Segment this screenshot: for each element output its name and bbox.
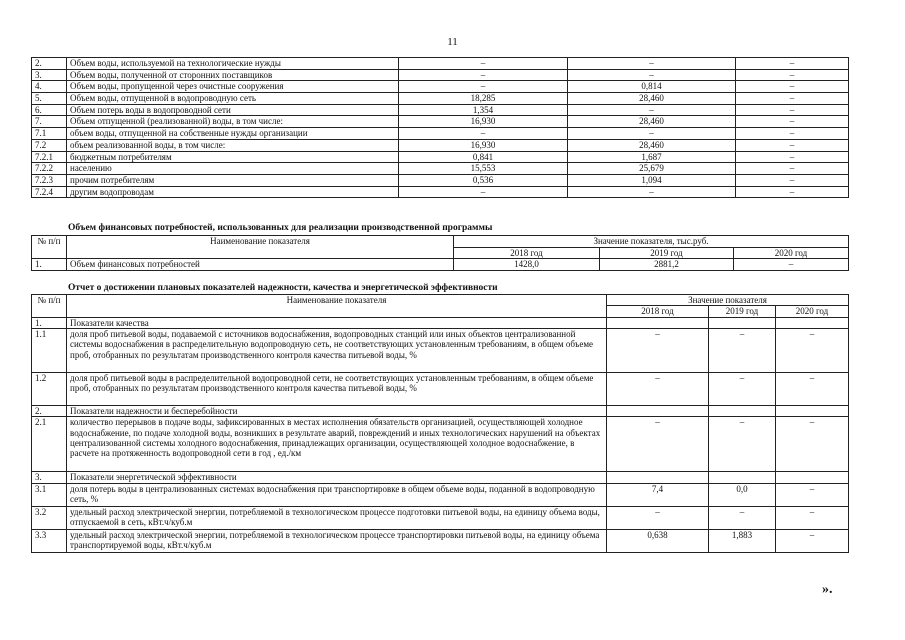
- header-num: № п/п: [32, 295, 67, 318]
- row-value-2: 28,460: [568, 93, 736, 105]
- section-title: Показатели надежности и бесперебойности: [67, 406, 607, 417]
- row-value-2: 1,687: [568, 151, 736, 163]
- table-row: [32, 93, 849, 105]
- row-value-2020: –: [734, 259, 849, 271]
- row-value-1: –: [399, 81, 568, 93]
- row-value-2019: 1,883: [709, 529, 776, 552]
- row-num: 6.: [32, 104, 67, 116]
- row-name: бюджетным потребителям: [67, 151, 399, 163]
- header-num: № п/п: [32, 236, 67, 259]
- section-row: [32, 317, 849, 328]
- row-name: удельный расход электрической энергии, потребляемой в технологическом процессе транспортировки питьевой воды, на единицу объема транспортируемой воды, кВт.ч/куб.м: [67, 529, 607, 552]
- row-value-2019: [709, 472, 776, 483]
- row-value-2020: [776, 472, 849, 483]
- row-num: 3.: [32, 472, 67, 483]
- performance-report-title: Отчет о достижении плановых показателей надежности, качества и энергетической эффективности: [68, 283, 498, 293]
- table-row: [32, 373, 849, 406]
- section-row: [32, 406, 849, 417]
- row-name: доля проб питьевой воды в распределительной водопроводной сети, не соответствующих установленным требованиям, в общем объеме проб, отобранных по результатам производственного контроля качества питьевой воды, %: [67, 373, 607, 406]
- row-num: 1.2: [32, 373, 67, 406]
- row-value-2018: –: [607, 373, 709, 406]
- table-row: [32, 483, 849, 506]
- row-num: 3.1: [32, 483, 67, 506]
- row-num: 3.: [32, 69, 67, 81]
- row-num: 4.: [32, 81, 67, 93]
- row-value-2019: 2881,2: [600, 259, 734, 271]
- table-row: [32, 128, 849, 140]
- row-name: Объем отпущенной (реализованной) воды, в том числе:: [67, 116, 399, 128]
- section-title: Показатели энергетической эффективности: [67, 472, 607, 483]
- table-row: [32, 529, 849, 552]
- row-value-2: –: [568, 69, 736, 81]
- row-value-2020: –: [776, 417, 849, 472]
- row-value-2: 28,460: [568, 116, 736, 128]
- row-value-1: –: [399, 128, 568, 140]
- row-value-2: 1,094: [568, 174, 736, 186]
- table-row: [32, 506, 849, 529]
- table-row: [32, 104, 849, 116]
- row-name: прочим потребителям: [67, 174, 399, 186]
- row-value-2018: [607, 472, 709, 483]
- row-value-2019: –: [709, 417, 776, 472]
- row-name: количество перерывов в подаче воды, зафиксированных в местах исполнения обязательств организацией, осуществляющей холодное водоснабжение, по подаче холодной воды, возникших в результате аварий, повреждений и иных технологических нарушений на объектах централизованной системы холодного водоснабжения, принадлежащих организации, осуществляющей холодное водоснабжение, в расчете на протяженность водопроводной сети в год , ед./км: [67, 417, 607, 472]
- table-row: [32, 329, 849, 373]
- row-value-3: –: [736, 69, 849, 81]
- row-value-2019: –: [709, 329, 776, 373]
- header-name: Наименование показателя: [67, 295, 607, 318]
- row-value-2: 28,460: [568, 139, 736, 151]
- table-row: [32, 417, 849, 472]
- row-value-2020: –: [776, 373, 849, 406]
- header-name: Наименование показателя: [67, 236, 454, 259]
- row-value-2019: [709, 406, 776, 417]
- table-row: [32, 151, 849, 163]
- row-num: 3.2: [32, 506, 67, 529]
- row-num: 5.: [32, 93, 67, 105]
- row-name: Объем финансовых потребностей: [67, 259, 454, 271]
- water-volume-table: [31, 57, 849, 198]
- row-value-1: 18,285: [399, 93, 568, 105]
- row-name: доля проб питьевой воды, подаваемой с источников водоснабжения, водопроводных станций или иных объектов централизованной системы водоснабжения в распределительную водопроводную сеть, не соответствующих установленным требованиям, в общем объеме проб, отобранных по результатам производственного контроля качества питьевой воды, %: [67, 329, 607, 373]
- row-name: другим водопроводам: [67, 186, 399, 198]
- row-num: 7.2: [32, 139, 67, 151]
- row-name: Объем потерь воды в водопроводной сети: [67, 104, 399, 116]
- row-name: Объем воды, пропущенной через очистные сооружения: [67, 81, 399, 93]
- row-value-1: 0,841: [399, 151, 568, 163]
- row-value-3: –: [736, 186, 849, 198]
- header-year-2018: 2018 год: [607, 306, 709, 317]
- row-name: Объем воды, отпущенной в водопроводную сеть: [67, 93, 399, 105]
- row-value-1: 16,930: [399, 139, 568, 151]
- row-num: 2.: [32, 58, 67, 70]
- row-value-3: –: [736, 116, 849, 128]
- financial-needs-table: [31, 235, 849, 271]
- row-value-1: 16,930: [399, 116, 568, 128]
- row-name: удельный расход электрической энергии, потребляемой в технологическом процессе подготовки питьевой воды, на единицу объема воды, отпускаемой в сеть, кВт.ч/куб.м: [67, 506, 607, 529]
- header-year-2019: 2019 год: [709, 306, 776, 317]
- row-value-2: –: [568, 186, 736, 198]
- row-value-2019: 0,0: [709, 483, 776, 506]
- row-value-2020: –: [776, 506, 849, 529]
- row-value-1: 1,354: [399, 104, 568, 116]
- financial-needs-title: Объем финансовых потребностей, использованных для реализации производственной программы: [68, 223, 493, 233]
- page-number: 11: [447, 36, 458, 48]
- row-value-3: –: [736, 104, 849, 116]
- row-value-2018: [607, 317, 709, 328]
- row-value-2018: 7,4: [607, 483, 709, 506]
- row-value-3: –: [736, 81, 849, 93]
- row-num: 1.1: [32, 329, 67, 373]
- row-value-3: –: [736, 93, 849, 105]
- row-num: 7.2.3: [32, 174, 67, 186]
- row-num: 7.2.4: [32, 186, 67, 198]
- table-row: [32, 163, 849, 175]
- row-value-1: –: [399, 58, 568, 70]
- row-name: объем реализованной воды, в том числе:: [67, 139, 399, 151]
- header-year-2019: 2019 год: [600, 248, 734, 259]
- header-value: Значение показателя, тыс.руб.: [454, 236, 849, 248]
- row-num: 1.: [32, 259, 67, 271]
- table-row: [32, 58, 849, 70]
- row-num: 1.: [32, 317, 67, 328]
- header-year-2020: 2020 год: [734, 248, 849, 259]
- table-row: [32, 174, 849, 186]
- row-value-2018: [607, 406, 709, 417]
- performance-indicators-table: [31, 294, 849, 553]
- row-value-2020: –: [776, 329, 849, 373]
- row-value-2018: –: [607, 506, 709, 529]
- row-num: 7.2.1: [32, 151, 67, 163]
- row-value-1: 0,536: [399, 174, 568, 186]
- row-name: доля потерь воды в централизованных системах водоснабжения при транспортировке в общем объеме воды, поданной в водопроводную сеть, %: [67, 483, 607, 506]
- row-value-2020: –: [776, 483, 849, 506]
- row-value-2: –: [568, 58, 736, 70]
- header-year-2020: 2020 год: [776, 306, 849, 317]
- row-name: объем воды, отпущенной на собственные нужды организации: [67, 128, 399, 140]
- row-num: 3.3: [32, 529, 67, 552]
- closing-quote-mark: ».: [822, 582, 833, 597]
- row-value-2018: –: [607, 417, 709, 472]
- row-num: 7.2.2: [32, 163, 67, 175]
- row-value-3: –: [736, 58, 849, 70]
- table-row: [32, 139, 849, 151]
- row-name: Объем воды, используемой на технологические нужды: [67, 58, 399, 70]
- row-value-2019: [709, 317, 776, 328]
- table-row: [32, 81, 849, 93]
- row-num: 2.: [32, 406, 67, 417]
- row-num: 7.: [32, 116, 67, 128]
- table-row: [32, 69, 849, 81]
- row-value-2019: –: [709, 506, 776, 529]
- row-value-3: –: [736, 163, 849, 175]
- section-row: [32, 472, 849, 483]
- row-value-2019: –: [709, 373, 776, 406]
- table-row: [32, 186, 849, 198]
- header-value: Значение показателя: [607, 295, 849, 306]
- row-num: 7.1: [32, 128, 67, 140]
- row-value-2020: [776, 317, 849, 328]
- row-value-2018: –: [607, 329, 709, 373]
- row-value-3: –: [736, 139, 849, 151]
- row-name: населению: [67, 163, 399, 175]
- row-value-2: 25,679: [568, 163, 736, 175]
- row-value-3: –: [736, 174, 849, 186]
- row-value-1: –: [399, 186, 568, 198]
- row-value-3: –: [736, 128, 849, 140]
- row-value-2018: 1428,0: [454, 259, 600, 271]
- row-value-1: –: [399, 69, 568, 81]
- row-num: 2.1: [32, 417, 67, 472]
- row-value-2: –: [568, 128, 736, 140]
- row-value-2020: [776, 406, 849, 417]
- row-value-1: 15,553: [399, 163, 568, 175]
- row-value-2: –: [568, 104, 736, 116]
- row-name: Объем воды, полученной от сторонних поставщиков: [67, 69, 399, 81]
- row-value-2020: –: [776, 529, 849, 552]
- section-title: Показатели качества: [67, 317, 607, 328]
- header-year-2018: 2018 год: [454, 248, 600, 259]
- row-value-2: 0,814: [568, 81, 736, 93]
- row-value-2018: 0,638: [607, 529, 709, 552]
- table-row: [32, 116, 849, 128]
- row-value-3: –: [736, 151, 849, 163]
